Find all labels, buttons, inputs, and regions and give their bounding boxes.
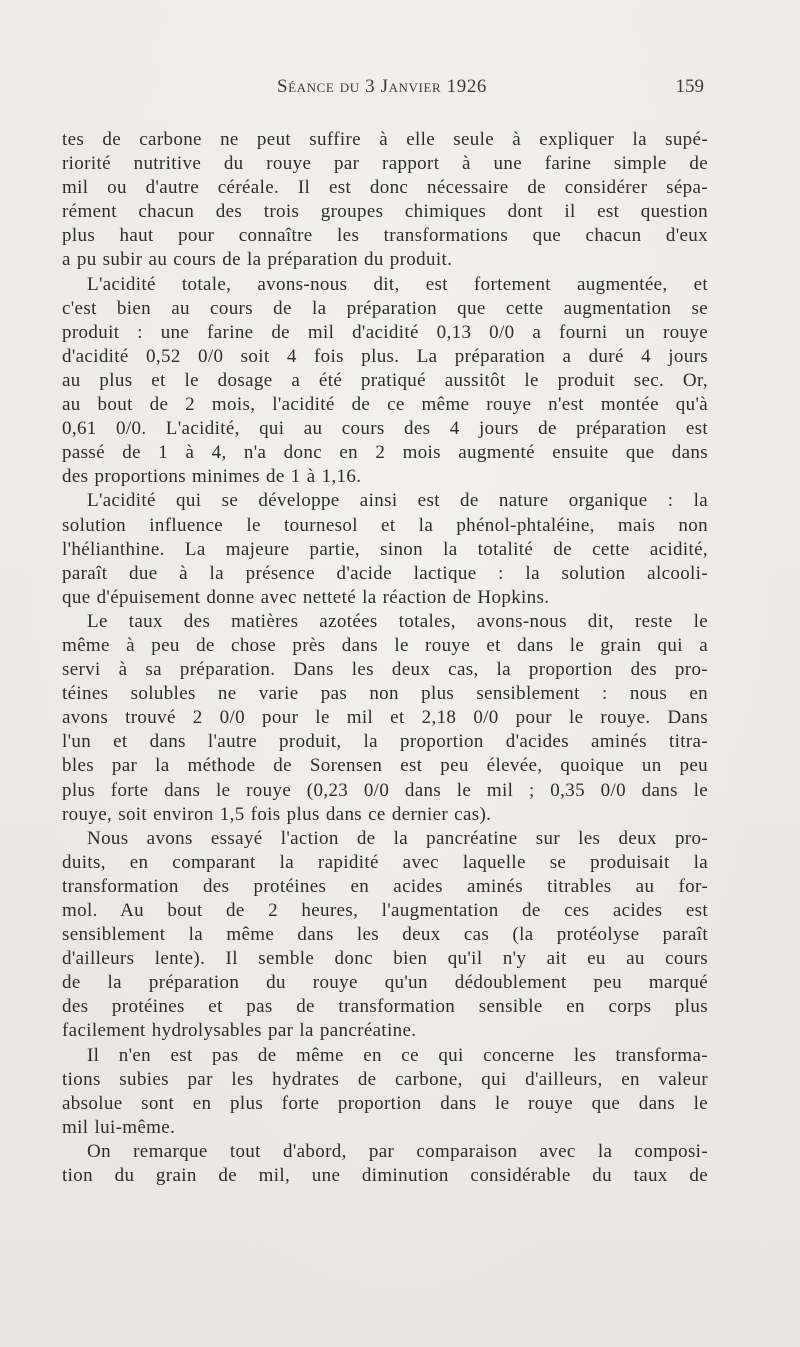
text-line: au bout de 2 mois, l'acidité de ce même rouye n'est montée qu'à — [62, 394, 708, 416]
text-line: téines solubles ne varie pas non plus sensiblement : nous en — [62, 683, 708, 705]
text-line: avons trouvé 2 0/0 pour le mil et 2,18 0/0 pour le rouye. Dans — [62, 707, 708, 729]
text-line: des protéines et pas de transformation sensible en corps plus — [62, 996, 708, 1018]
text-line: mil ou d'autre céréale. Il est donc nécessaire de considérer sépa- — [62, 177, 708, 199]
text-line: tions subies par les hydrates de carbone, qui d'ailleurs, en valeur — [62, 1068, 708, 1090]
text-line: L'acidité totale, avons-nous dit, est fortement augmentée, et — [87, 273, 708, 295]
text-line: l'hélianthine. La majeure partie, sinon la totalité de cette acidité, — [62, 538, 708, 560]
text-line: plus haut pour connaître les transformations que chacun d'eux — [62, 225, 708, 247]
text-line: mil lui-même. — [62, 1116, 176, 1138]
text-line: sensiblement la même dans les deux cas (la protéolyse paraît — [62, 924, 708, 946]
text-line: Il n'en est pas de même en ce qui concerne les transforma- — [87, 1044, 708, 1066]
text-line: servi à sa préparation. Dans les deux cas, la proportion des pro- — [62, 659, 708, 681]
body-text — [62, 128, 708, 1188]
text-line: l'un et dans l'autre produit, la proportion d'acides aminés titra- — [62, 731, 708, 753]
text-line: facilement hydrolysables par la pancréatine. — [62, 1020, 417, 1042]
text-line: passé de 1 à 4, n'a donc en 2 mois augmenté ensuite que dans — [62, 442, 708, 464]
page-number: 159 — [675, 76, 704, 97]
text-line: rément chacun des trois groupes chimiques dont il est question — [62, 201, 708, 223]
text-line: Nous avons essayé l'action de la pancréatine sur les deux pro- — [87, 827, 708, 849]
text-line: des proportions minimes de 1 à 1,16. — [62, 466, 362, 488]
text-line: L'acidité qui se développe ainsi est de nature organique : la — [87, 490, 708, 512]
text-line: au plus et le dosage a été pratiqué aussitôt le produit sec. Or, — [62, 369, 708, 391]
text-line: solution influence le tournesol et la phénol-phtaléine, mais non — [62, 514, 708, 536]
text-line: plus forte dans le rouye (0,23 0/0 dans le mil ; 0,35 0/0 dans le — [62, 779, 708, 801]
text-line: d'ailleurs lente). Il semble donc bien qu'il n'y ait eu au cours — [62, 948, 708, 970]
text-line: d'acidité 0,52 0/0 soit 4 fois plus. La préparation a duré 4 jours — [62, 345, 708, 367]
text-line: produit : une farine de mil d'acidité 0,13 0/0 a fourni un rouye — [62, 321, 708, 343]
text-line: transformation des protéines en acides aminés titrables au for- — [62, 875, 708, 897]
text-line: On remarque tout d'abord, par comparaison avec la composi- — [87, 1140, 708, 1162]
text-line: tes de carbone ne peut suffire à elle seule à expliquer la supé- — [62, 129, 708, 150]
text-line: 0,61 0/0. L'acidité, qui au cours des 4 jours de préparation est — [62, 418, 708, 440]
running-head — [60, 76, 704, 102]
text-line: duits, en comparant la rapidité avec laquelle se produisait la — [62, 851, 708, 873]
text-line: c'est bien au cours de la préparation que cette augmentation se — [62, 297, 708, 319]
text-line: même à peu de chose près dans le rouye et dans le grain qui a — [62, 634, 708, 656]
text-line: bles par la méthode de Sorensen est peu élevée, quoique un peu — [62, 755, 708, 777]
text-line: a pu subir au cours de la préparation du produit. — [62, 249, 453, 271]
text-line: que d'épuisement donne avec netteté la réaction de Hopkins. — [62, 586, 550, 608]
text-line: absolue sont en plus forte proportion dans le rouye que dans le — [62, 1092, 708, 1114]
text-line: paraît due à la présence d'acide lactique : la solution alcooli- — [62, 562, 708, 584]
text-line: mol. Au bout de 2 heures, l'augmentation de ces acides est — [62, 900, 708, 921]
text-line: tion du grain de mil, une diminution considérable du taux de — [62, 1165, 708, 1187]
text-line: Le taux des matières azotées totales, avons-nous dit, reste le — [87, 610, 708, 632]
text-line: rouye, soit environ 1,5 fois plus dans ce dernier cas). — [62, 803, 492, 825]
running-title: Séance du 3 Janvier 1926 — [276, 76, 488, 97]
text-line: de la préparation du rouye qu'un dédoublement peu marqué — [62, 972, 708, 994]
text-line: riorité nutritive du rouye par rapport à une farine simple de — [62, 153, 708, 175]
